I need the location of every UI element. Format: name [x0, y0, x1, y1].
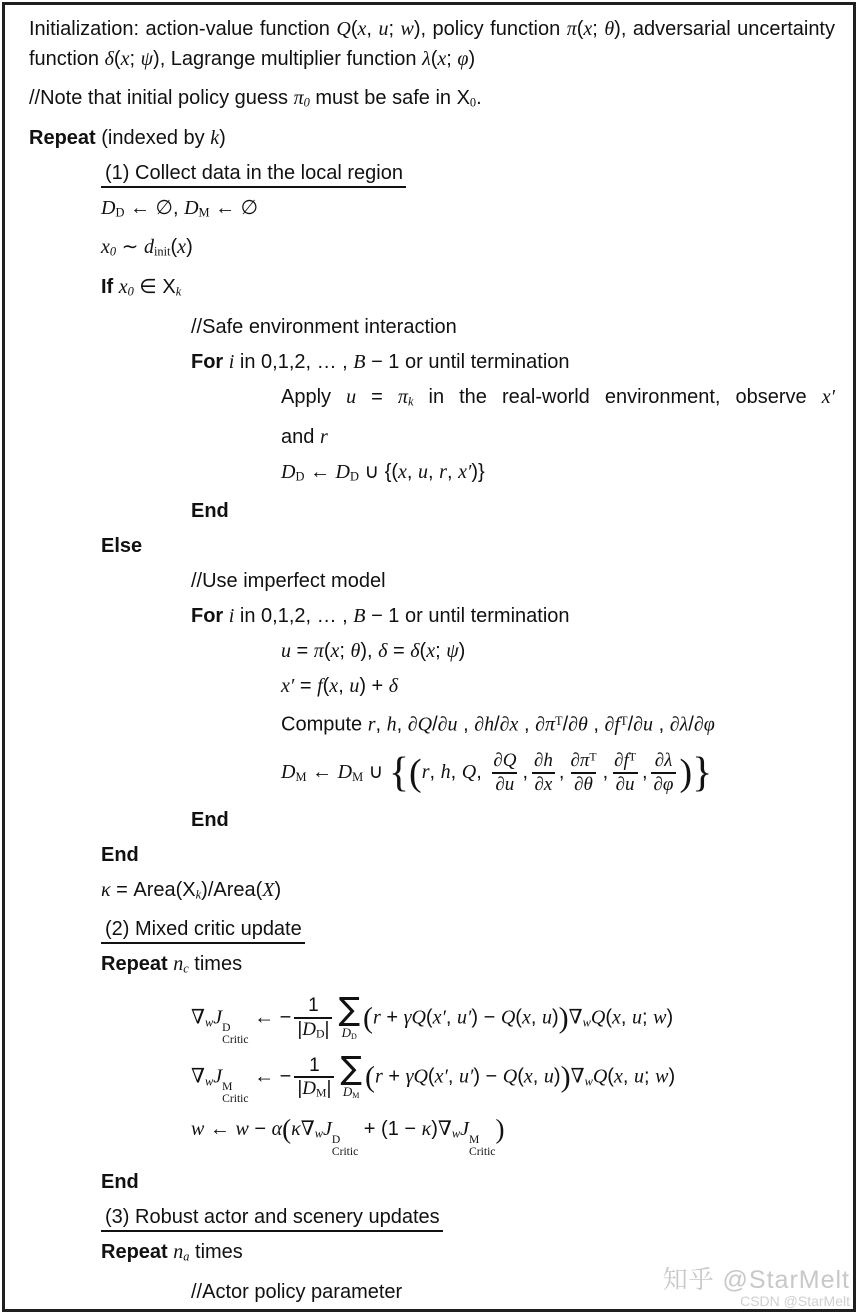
algorithm-line: //Note that initial policy guess π0 must be safe in X0.	[29, 87, 482, 110]
algorithm-line: End	[101, 843, 139, 866]
algorithm-line: and r	[281, 425, 328, 448]
algorithm-line	[29, 912, 835, 947]
fraction: $\frac{\partial h}{\partial x}$	[531, 750, 556, 796]
fraction: $\frac{\partial\lambda}{\partial\varphi}$	[651, 750, 677, 796]
algorithm-line: w ← w − α(κ∇wJ D Critic + (1 − κ)∇wJ M Critic )	[191, 1114, 505, 1158]
watermark	[663, 1266, 850, 1310]
algorithm-line	[29, 1200, 835, 1235]
sup-sub-stack: M Critic	[222, 1080, 249, 1106]
algorithm-line: Initialization: action-value function Q(x, u; w), policy function π(x; θ), adversarial uncertainty function δ(x; ψ), Lagrange multiplier function λ(x; φ)	[29, 18, 835, 70]
algorithm-line: x0 ∼ dinit(x)	[101, 236, 193, 260]
algorithm-line: //Use imperfect model	[191, 570, 386, 593]
algorithm-line: DD ← ∅, DM ← ∅	[101, 196, 259, 220]
fraction: $\frac{1}{|DD|}$	[294, 995, 332, 1041]
summation: ∑ DM	[340, 1049, 362, 1100]
fraction: $\frac{\partial f^T}{\partial u}$	[614, 749, 636, 795]
algorithm-line: For i in 0,1,2, … , B − 1 or until termination	[191, 350, 570, 373]
algorithm-line: κ = Area(Xk)/Area(X)	[101, 878, 282, 902]
algorithm-line: Else	[101, 535, 143, 558]
algorithm-line: Repeat nc times	[101, 953, 243, 977]
algorithm-box	[2, 2, 856, 1312]
fraction: $\frac{\partial\pi^T}{\partial\theta}$	[570, 749, 597, 795]
section-heading: (3) Robust actor and scenery updates	[101, 1206, 443, 1232]
algorithm-line: ∇wJ M Critic ← − $\frac{1}{|DM|}$ ∑ DM (r + γQ(x′, u′) − Q(x, u))∇wQ(x, u; w)	[191, 1049, 676, 1106]
algorithm-line: End	[101, 1170, 139, 1193]
algorithm-line: End	[191, 500, 229, 523]
algorithm-line: u = π(x; θ), δ = δ(x; ψ)	[281, 640, 466, 663]
watermark-zhihu: 知乎 @StarMelt	[662, 1266, 850, 1295]
algorithm-line: If x0 ∈ Xk	[101, 276, 182, 299]
sup-sub-stack: D Critic	[222, 1020, 249, 1047]
algorithm-line: DD ← DD ∪ {(x, u, r, x′)}	[281, 460, 485, 484]
fraction: $\frac{\partial Q}{\partial u}$	[493, 749, 517, 795]
section-heading: (2) Mixed critic update	[101, 918, 305, 944]
algorithm-line: Apply u = πk in the real-world environment, observe x′	[281, 385, 836, 409]
algorithm-content	[5, 5, 853, 1312]
algorithm-line: ∇wJ D Critic ← − $\frac{1}{|DD|}$ ∑ DD (r + γQ(x′, u′) − Q(x, u))∇wQ(x, u; w)	[191, 990, 674, 1047]
algorithm-line: For i in 0,1,2, … , B − 1 or until termination	[191, 605, 570, 628]
algorithm-line: DM ← DM ∪ {(r, h, Q, $\frac{\partial Q}{\partial u}$ , $\frac{\partial h}{\partial x}$ , $\frac{\partial\pi^T}{\partial\theta}$ , $\frac{\partial f^T}{\partial u}$ , $\frac{\partial\lambda}{\partial\varphi}$ )}	[281, 749, 713, 796]
algorithm-line: End	[191, 808, 229, 831]
watermark-csdn: CSDN @StarMelt	[740, 1293, 850, 1310]
sup-sub-stack: M Critic	[469, 1132, 496, 1158]
algorithm-line: //Actor policy parameter	[191, 1280, 403, 1303]
algorithm-line: //Safe environment interaction	[191, 315, 457, 338]
algorithm-line: Repeat (indexed by k)	[29, 126, 226, 149]
algorithm-line: x′ = f(x, u) + δ	[281, 675, 399, 698]
algorithm-line: Compute r, h, ∂Q/∂u , ∂h/∂x , $\partial\pi^T/\partial\theta$ , $\partial f^T/\partial u$ , ∂λ/∂φ	[281, 713, 715, 736]
algorithm-line: Repeat na times	[101, 1240, 243, 1264]
fraction: $\frac{1}{|DM|}$	[294, 1055, 334, 1101]
section-heading: (1) Collect data in the local region	[101, 162, 406, 188]
summation: ∑ DD	[338, 990, 360, 1041]
algorithm-line	[29, 156, 835, 191]
sup-sub-stack: D Critic	[331, 1132, 359, 1158]
